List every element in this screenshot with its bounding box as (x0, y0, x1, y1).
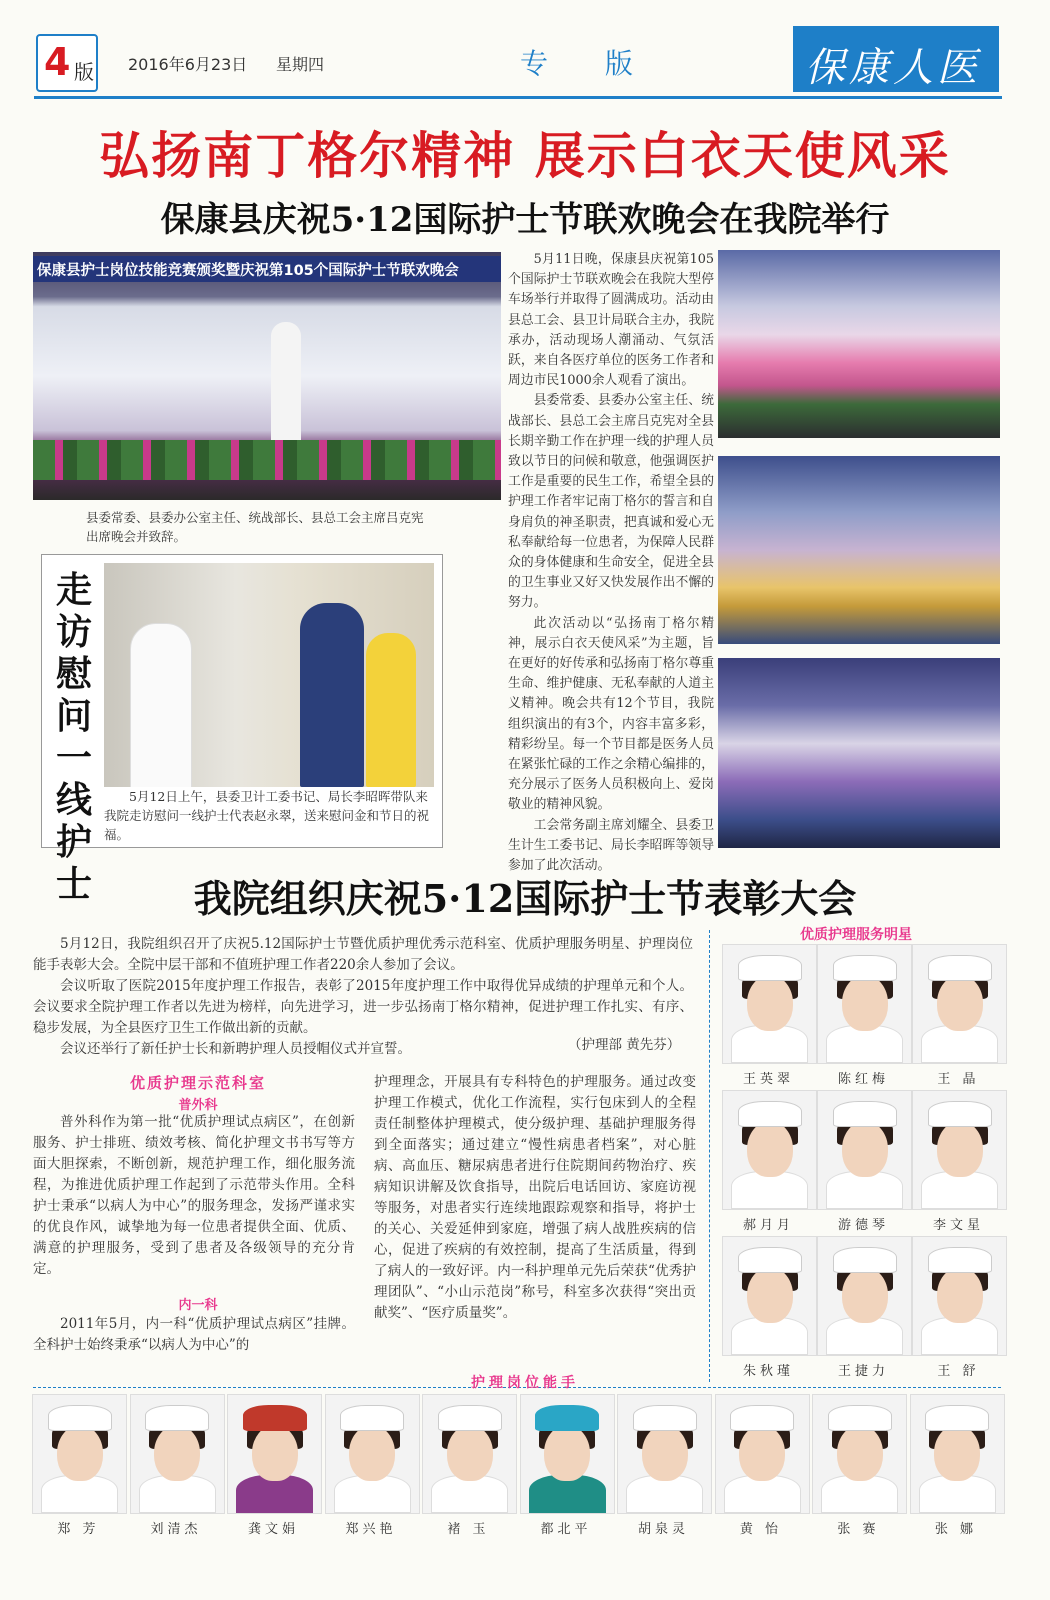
portrait-photo (812, 1394, 907, 1514)
portrait-name: 都北平 (540, 1522, 592, 1537)
gala-stage-photo (33, 252, 501, 500)
demo-dept2: 内一科 (178, 1298, 218, 1313)
page-number: 4 (44, 40, 71, 84)
demo-dept2-text: 2011年5月，内一科“优质护理试点病区”挂牌。全科护士始终秉承“以病人为中心”的 (33, 1316, 355, 1353)
portrait-name: 朱秋瑾 (742, 1364, 794, 1379)
article2-signature: （护理部 黄先芬） (568, 1037, 681, 1053)
speaker-figure (271, 322, 301, 452)
experts-heading: 护理岗位能手 (471, 1375, 579, 1391)
portrait-photo (617, 1394, 712, 1514)
stars-heading: 优质护理服务明星 (800, 927, 912, 943)
article1-body (508, 250, 714, 876)
article1-paragraph: 县委常委、县委办公室主任、统战部长、县总工会主席吕克宪对全县长期辛勤工作在护理一线的护理人员致以节日的问候和敬意，他强调医护工作是重要的民生工作，希望全县的护理工作者牢记南丁格尔的誓言和自身肩负的神圣职责，把真诚和爱心无私奉献给每一位患者，为保障人民群众的身体健康和生命安全，促进全县的卫生事业又好又快发展作出不懈的努力。 (508, 393, 714, 611)
demo-heading: 优质护理示范科室 (129, 1074, 266, 1092)
visit-caption: 5月12日上午，县委卫计工委书记、局长李昭晖带队来我院走访慰问一线护士代表赵永翠，送来慰问金和节日的祝福。 (104, 789, 430, 842)
dance-photo-2 (718, 456, 1000, 644)
portrait-photo (722, 1236, 817, 1356)
demo-column-2 (374, 1072, 696, 1324)
portrait-photo (912, 1090, 1007, 1210)
visit-box (41, 554, 443, 905)
portrait-photo (130, 1394, 225, 1514)
portrait-photo (422, 1394, 517, 1514)
woman-figure (366, 633, 416, 787)
portrait-photo (912, 1236, 1007, 1356)
issue-date: 2016年6月23日 (128, 55, 248, 74)
article1-paragraph: 此次活动以“弘扬南丁格尔精神，展示白衣天使风采”为主题，旨在更好的好传承和弘扬南丁格尔尊重生命、维护健康、无私奉献的人道主义精神。晚会共有12个节目，我院组织演出的有3个，内容丰富多彩，精彩纷呈。每一个节目都是医务人员在紧张忙碌的工作之余精心编排的，充分展示了医务人员积极向上、爱岗敬业的精神风貌。 (508, 615, 714, 813)
portrait-name: 张 娜 (934, 1522, 978, 1537)
portrait-name: 王英翠 (742, 1072, 794, 1087)
gala-photo-caption: 县委常委、县委办公室主任、统战部长、县总工会主席吕克宪出席晚会并致辞。 (86, 510, 424, 544)
portrait-name: 郑 芳 (57, 1522, 100, 1537)
portrait-name: 刘清杰 (150, 1522, 202, 1537)
main-headline: 弘扬南丁格尔精神 展示白衣天使风采 (99, 126, 951, 185)
portrait-name: 黄 怡 (739, 1522, 783, 1537)
article2-paragraph: 会议听取了医院2015年度护理工作报告，表彰了2015年度护理工作中取得优异成绩的护理单元和个人。会议要求全院护理工作者以先进为榜样，向先进学习，进一步弘扬南丁格尔精神，促进护理工作扎实、有序、稳步发展，为全县医疗卫生工作做出新的贡献。 (33, 978, 693, 1036)
portrait-photo (817, 1090, 912, 1210)
demo-column-1b (33, 1314, 355, 1356)
portrait-photo (817, 1236, 912, 1356)
portrait-name: 郑兴艳 (345, 1522, 397, 1537)
portrait-name: 郝月月 (742, 1218, 794, 1233)
portrait-name: 褚 玉 (447, 1522, 490, 1537)
official-figure (300, 603, 364, 787)
portrait-photo (817, 944, 912, 1064)
portrait-name: 张 赛 (837, 1522, 880, 1537)
article1-paragraph: 5月11日晚，保康县庆祝第105个国际护士节联欢晚会在我院大型停车场举行并取得了圆满成功。活动由县总工会、县卫计局联合主办，我院承办，活动现场人潮涌动、气氛活跃，来自各医疗单位的医务工作者和周边市民1000余人观看了演出。 (508, 252, 714, 389)
demo-column-1 (33, 1112, 355, 1280)
portrait-photo (325, 1394, 420, 1514)
portrait-name: 胡泉灵 (637, 1522, 689, 1537)
demo-dept1-text: 普外科作为第一批“优质护理试点病区”，在创新服务、护士排班、绩效考核、简化护理文书书写等方面大胆探索，不断创新，规范护理工作，细化服务流程，为推进优质护理工作起到了示范带头作用。全科护士秉承“以病人为中心”的服务理念，发扬严谨求实的优良作风，诚挚地为每一位患者提供全面、优质、满意的护理服务，受到了患者及各级领导的充分肯定。 (33, 1114, 355, 1277)
article2-paragraph: 会议还举行了新任护士长和新聘护理人员授帽仪式并宣誓。 (60, 1041, 411, 1057)
section-label: 专 版 (520, 47, 657, 80)
demo-col2-text: 护理理念，开展具有专科特色的护理服务。通过改变护理工作模式，优化工作流程，实行包床到人的全程责任制整体护理模式，使分级护理、基础护理服务得到全面落实；通过建立“慢性病患者档案”，对心脏病、高血压、糖尿病患者进行住院期间药物治疗、疾病知识讲解及饮食指导，出院后电话回访、家庭访视等服务，对患者实行连续地跟踪观察和指导，将护士的关心、关爱延伸到家庭，增强了病人战胜疾病的信心，促进了疾病的有效控制，提高了生活质量，得到了病人的一致好评。内一科护理单元先后荣获“优秀护理团队”、“小山示范岗”称号，科室多次获得“突出贡献奖”、“医疗质量奖”。 (374, 1074, 696, 1321)
portrait-photo (722, 1090, 817, 1210)
article1-paragraph: 工会常务副主席刘耀全、县委卫生计生工委书记、局长李昭晖等领导参加了此次活动。 (508, 817, 714, 874)
header-rule (34, 96, 1002, 99)
portrait-name: 王捷力 (837, 1364, 889, 1379)
portrait-photo (722, 944, 817, 1064)
logo-text: 保康人医 (805, 45, 981, 91)
nurse-figure (130, 623, 192, 787)
portrait-photo (910, 1394, 1005, 1514)
article1-title: 保康县庆祝5·12国际护士节联欢晚会在我院举行 (160, 200, 890, 240)
dance-photo-1 (718, 250, 1000, 438)
dance-photo-3 (718, 658, 1000, 848)
portrait-photo (227, 1394, 322, 1514)
stage-flowers (33, 440, 501, 480)
portrait-name: 陈红梅 (837, 1072, 889, 1087)
page-number-box (36, 34, 98, 92)
portrait-name: 王 晶 (937, 1072, 980, 1087)
demo-dept1: 普外科 (178, 1098, 218, 1113)
page-suffix: 版 (74, 60, 94, 84)
portrait-name: 龚文娟 (247, 1522, 299, 1537)
portrait-photo (715, 1394, 810, 1514)
gala-banner: 保康县护士岗位技能竞赛颁奖暨庆祝第105个国际护士节联欢晚会 (33, 256, 501, 282)
visit-title: 走访慰问一线护士 (56, 569, 93, 905)
portrait-photo (520, 1394, 615, 1514)
issue-weekday: 星期四 (276, 55, 325, 74)
portrait-photo (32, 1394, 127, 1514)
portrait-name: 游德琴 (837, 1218, 889, 1233)
portrait-photo (912, 944, 1007, 1064)
article2-title: 我院组织庆祝5·12国际护士节表彰大会 (193, 876, 857, 921)
portrait-name: 李文星 (932, 1218, 984, 1233)
masthead-logo (793, 26, 999, 92)
article2-paragraph: 5月12日，我院组织召开了庆祝5.12国际护士节暨优质护理优秀示范科室、优质护理服务明星、护理岗位能手表彰大会。全院中层干部和不值班护理工作者220余人参加了会议。 (33, 936, 693, 973)
visit-photo (104, 563, 434, 787)
portrait-name: 王 舒 (937, 1364, 980, 1379)
